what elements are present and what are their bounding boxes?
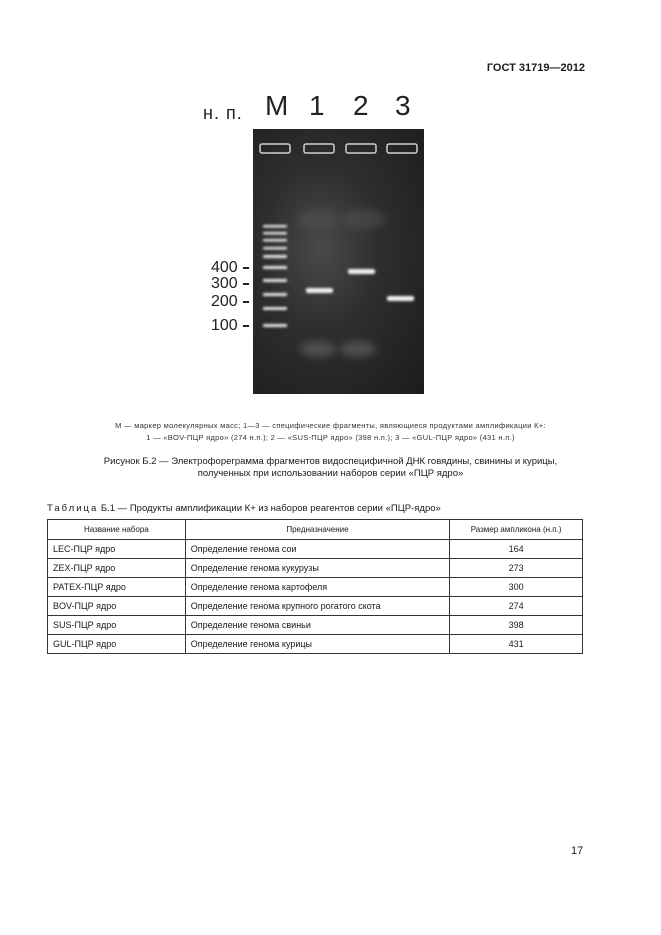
figure-caption-line-1: Рисунок Б.2 — Электрофореграмма фрагментов видоспецифичной ДНК говядины, свинины и курицы, [103, 456, 558, 467]
table-row [48, 540, 583, 559]
gel-bands [253, 129, 424, 394]
table-cell: 273 [450, 559, 583, 578]
table-header-row [48, 520, 583, 540]
table-cell: 300 [450, 578, 583, 597]
size-marker-100: 100 [211, 318, 249, 334]
table-title: Таблица Б.1 — Продукты амплификации К+ из наборов реагентов серии «ПЦР-ядро» [47, 503, 441, 514]
size-marker-400: 400 [211, 260, 249, 276]
table-cell: GUL-ПЦР ядро [48, 635, 186, 654]
figure-caption-line-2: полученных при использовании наборов серии «ПЦР ядро» [197, 468, 464, 479]
column-header: Предназначение [185, 520, 449, 540]
table-cell: Определение генома сои [185, 540, 449, 559]
gel-image [253, 129, 424, 394]
figure-legend-line-2: 1 — «BOV-ПЦР ядро» (274 н.п.); 2 — «SUS-ПЦР ядро» (398 н.п.); 3 — «GUL-ПЦР ядро» (431 н.п.) [146, 433, 515, 442]
table-cell: BOV-ПЦР ядро [48, 597, 186, 616]
table-row [48, 597, 583, 616]
lane-label-marker: M [265, 90, 289, 121]
size-marker-200: 200 [211, 294, 249, 310]
table-cell: Определение генома крупного рогатого скота [185, 597, 449, 616]
lane-label-1: 1 [309, 90, 325, 121]
table-cell: Определение генома картофеля [185, 578, 449, 597]
table-cell: 164 [450, 540, 583, 559]
well-marker [260, 144, 290, 153]
lane-label-3: 3 [395, 90, 411, 121]
table-cell: PATEX-ПЦР ядро [48, 578, 186, 597]
band-lane-3 [387, 296, 414, 301]
column-header: Размер ампликона (н.п.) [450, 520, 583, 540]
table-cell: 398 [450, 616, 583, 635]
figure-legend-line-1: М — маркер молекулярных масс; 1—3 — специфические фрагменты, являющиеся продуктами амплификации К+: [115, 421, 546, 430]
table-cell: ZEX-ПЦР ядро [48, 559, 186, 578]
table-cell: Определение генома свиньи [185, 616, 449, 635]
lane-label-2: 2 [353, 90, 369, 121]
table-cell: Определение генома кукурузы [185, 559, 449, 578]
well-lane-2 [346, 144, 376, 153]
table-cell: LEC-ПЦР ядро [48, 540, 186, 559]
band-lane-2 [348, 269, 375, 274]
table-row [48, 559, 583, 578]
band-lane-1 [306, 288, 333, 293]
column-header: Название набора [48, 520, 186, 540]
unit-label: н. п. [203, 103, 243, 123]
well-lane-3 [387, 144, 417, 153]
page-number: 17 [571, 845, 584, 857]
table-row [48, 578, 583, 597]
table-cell: 431 [450, 635, 583, 654]
table-row [48, 635, 583, 654]
marker-ladder [263, 225, 287, 327]
well-lane-1 [304, 144, 334, 153]
table-cell: Определение генома курицы [185, 635, 449, 654]
table-cell: SUS-ПЦР ядро [48, 616, 186, 635]
size-marker-300: 300 [211, 276, 249, 292]
standard-number: ГОСТ 31719—2012 [486, 62, 585, 74]
table-row [48, 616, 583, 635]
amplification-table [47, 519, 583, 654]
table-cell: 274 [450, 597, 583, 616]
